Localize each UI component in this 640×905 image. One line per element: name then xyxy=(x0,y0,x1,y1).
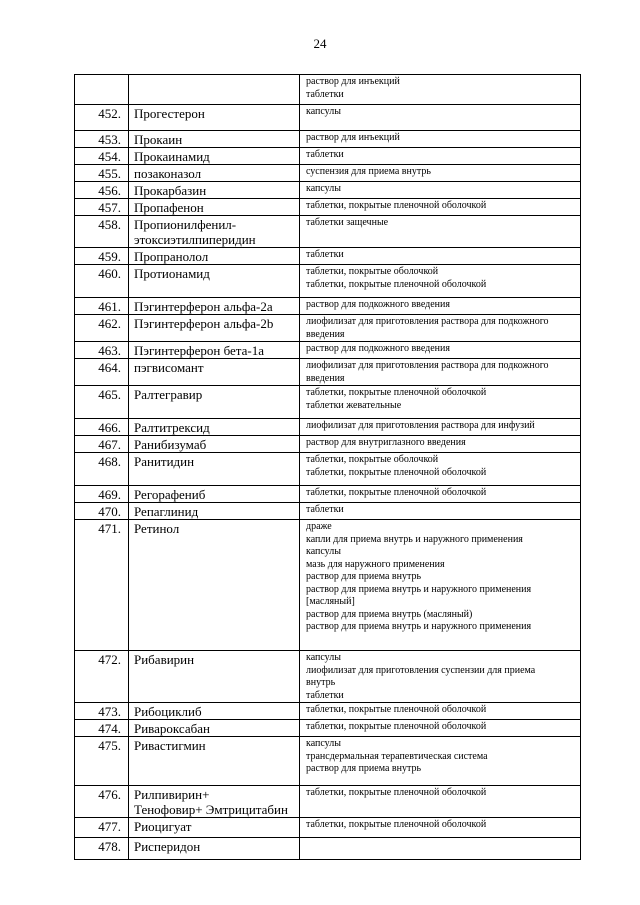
dosage-form-line: таблетки, покрытые пленочной оболочкой xyxy=(306,487,487,498)
dosage-forms xyxy=(300,315,581,342)
table-row xyxy=(75,248,581,265)
row-number: 461. xyxy=(75,298,129,315)
dosage-forms xyxy=(300,148,581,165)
dosage-form-line: капсулы xyxy=(306,106,341,117)
drug-name-line: Пропранолол xyxy=(134,249,209,264)
dosage-form-line: таблетки, покрытые пленочной оболочкой xyxy=(306,466,487,478)
dosage-forms xyxy=(300,453,581,486)
dosage-forms xyxy=(300,199,581,216)
dosage-forms xyxy=(300,342,581,359)
dosage-form-line: таблетки, покрытые пленочной оболочкой xyxy=(306,200,487,211)
drug-name xyxy=(129,298,300,315)
dosage-form-line: таблетки, покрытые пленочной оболочкой xyxy=(306,721,487,732)
dosage-forms xyxy=(300,131,581,148)
page-number: 24 xyxy=(313,36,327,51)
drug-name xyxy=(129,651,300,703)
dosage-form-line: таблетки xyxy=(306,88,344,100)
table-row xyxy=(75,419,581,436)
drug-name xyxy=(129,720,300,737)
drug-name-line: Репаглинид xyxy=(134,504,199,519)
dosage-form-line: капсулы xyxy=(306,183,341,194)
table-row xyxy=(75,786,581,818)
row-number: 456. xyxy=(75,182,129,199)
row-number: 467. xyxy=(75,436,129,453)
drug-name xyxy=(129,737,300,786)
drug-name xyxy=(129,342,300,359)
row-number: 459. xyxy=(75,248,129,265)
drug-name xyxy=(129,75,300,105)
drug-name-line: Риоцигуат xyxy=(134,819,192,834)
drug-name xyxy=(129,216,300,248)
dosage-form-line: капсулы xyxy=(306,652,341,663)
row-number: 453. xyxy=(75,131,129,148)
dosage-form-line: введения xyxy=(306,328,345,340)
table-row xyxy=(75,838,581,860)
drug-name-line: Рибоциклиб xyxy=(134,704,202,719)
dosage-form-line: раствор для приема внутрь и наружного применения xyxy=(306,583,532,595)
dosage-form-line: раствор для подкожного введения xyxy=(306,299,450,310)
drug-name xyxy=(129,453,300,486)
drug-name xyxy=(129,486,300,503)
drug-name xyxy=(129,148,300,165)
table-row xyxy=(75,216,581,248)
dosage-forms xyxy=(300,737,581,786)
dosage-form-line: введения xyxy=(306,372,345,384)
row-number: 457. xyxy=(75,199,129,216)
drug-name-line: Ралтитрексид xyxy=(134,420,210,435)
drug-name-line: Протионамид xyxy=(134,266,210,281)
drug-name xyxy=(129,315,300,342)
drug-table xyxy=(74,74,581,860)
dosage-form-line: лиофилизат для приготовления раствора для подкожного xyxy=(306,316,549,327)
drug-name xyxy=(129,503,300,520)
dosage-forms xyxy=(300,298,581,315)
drug-name-line: Рилпивирин+ xyxy=(134,787,210,802)
dosage-form-line: раствор для внутриглазного введения xyxy=(306,437,466,448)
dosage-form-line: раствор для подкожного введения xyxy=(306,343,450,354)
table-row xyxy=(75,131,581,148)
drug-name xyxy=(129,436,300,453)
dosage-forms xyxy=(300,838,581,860)
row-number: 468. xyxy=(75,453,129,486)
table-row xyxy=(75,105,581,131)
dosage-forms xyxy=(300,182,581,199)
table-row xyxy=(75,165,581,182)
dosage-form-line: раствор для приема внутрь xyxy=(306,571,422,582)
dosage-form-line: раствор для приема внутрь и наружного применения xyxy=(306,621,532,632)
drug-name-line: позаконазол xyxy=(134,166,202,181)
drug-name-line: Регорафениб xyxy=(134,487,206,502)
drug-name xyxy=(129,131,300,148)
row-number: 477. xyxy=(75,818,129,838)
drug-name-line: Рисперидон xyxy=(134,839,201,854)
dosage-forms xyxy=(300,419,581,436)
row-number: 476. xyxy=(75,786,129,818)
dosage-form-line: таблетки жевательные xyxy=(306,399,402,411)
drug-name xyxy=(129,520,300,651)
row-number: 454. xyxy=(75,148,129,165)
dosage-form-line: таблетки, покрытые пленочной оболочкой xyxy=(306,387,487,398)
dosage-form-line: лиофилизат для приготовления раствора для инфузий xyxy=(306,420,535,431)
dosage-form-line: суспензия для приема внутрь xyxy=(306,166,431,177)
table-row xyxy=(75,199,581,216)
dosage-form-line: [масляный] xyxy=(306,596,355,607)
row-number: 469. xyxy=(75,486,129,503)
dosage-form-line: таблетки защечные xyxy=(306,217,389,228)
row-number: 458. xyxy=(75,216,129,248)
dosage-form-line: раствор для инъекций xyxy=(306,132,400,143)
dosage-forms xyxy=(300,786,581,818)
drug-name xyxy=(129,182,300,199)
drug-name xyxy=(129,199,300,216)
table-row xyxy=(75,75,581,105)
drug-name xyxy=(129,105,300,131)
dosage-form-line: раствор для приема внутрь xyxy=(306,763,422,774)
drug-name xyxy=(129,248,300,265)
dosage-form-line: таблетки xyxy=(306,249,344,260)
table-row xyxy=(75,148,581,165)
drug-name-line: Рибавирин xyxy=(134,652,195,667)
drug-name xyxy=(129,786,300,818)
table-row xyxy=(75,453,581,486)
drug-name xyxy=(129,419,300,436)
dosage-form-line: лиофилизат для приготовления суспензии для приема xyxy=(306,664,536,676)
drug-name-line: Прокарбазин xyxy=(134,183,207,198)
table-row xyxy=(75,359,581,386)
dosage-form-line: таблетки xyxy=(306,504,344,515)
row-number: 464. xyxy=(75,359,129,386)
dosage-form-line: мазь для наружного применения xyxy=(306,558,445,570)
table-row xyxy=(75,651,581,703)
dosage-forms xyxy=(300,720,581,737)
dosage-form-line: таблетки, покрытые пленочной оболочкой xyxy=(306,787,487,798)
dosage-forms xyxy=(300,436,581,453)
drug-name-line: Ралтегравир xyxy=(134,387,203,402)
table-row xyxy=(75,720,581,737)
row-number: 470. xyxy=(75,503,129,520)
dosage-forms xyxy=(300,359,581,386)
dosage-forms xyxy=(300,216,581,248)
drug-name-line: Ранибизумаб xyxy=(134,437,207,452)
drug-name-line: Прокаинамид xyxy=(134,149,210,164)
table-row xyxy=(75,298,581,315)
dosage-form-line: таблетки xyxy=(306,689,344,701)
row-number: 478. xyxy=(75,838,129,860)
dosage-form-line: раствор для приема внутрь (масляный) xyxy=(306,608,473,620)
dosage-forms xyxy=(300,105,581,131)
row-number: 462. xyxy=(75,315,129,342)
row-number: 452. xyxy=(75,105,129,131)
table-row xyxy=(75,315,581,342)
drug-name-line: Ривароксабан xyxy=(134,721,210,736)
dosage-forms xyxy=(300,165,581,182)
dosage-form-line: драже xyxy=(306,521,332,532)
drug-name xyxy=(129,359,300,386)
dosage-form-line: лиофилизат для приготовления раствора для подкожного xyxy=(306,360,549,371)
drug-name-line: Тенофовир+ Эмтрицитабин xyxy=(134,802,288,817)
drug-name-line: Прокаин xyxy=(134,132,183,147)
row-number xyxy=(75,75,129,105)
dosage-forms xyxy=(300,818,581,838)
dosage-forms xyxy=(300,486,581,503)
table-row xyxy=(75,386,581,419)
drug-name xyxy=(129,165,300,182)
dosage-forms xyxy=(300,703,581,720)
row-number: 471. xyxy=(75,520,129,651)
drug-name-line: Прогестерон xyxy=(134,106,205,121)
drug-name-line: Пропионилфенил- xyxy=(134,217,237,232)
dosage-form-line: таблетки, покрытые оболочкой xyxy=(306,454,439,465)
dosage-form-line: таблетки xyxy=(306,149,344,160)
dosage-form-line: таблетки, покрытые оболочкой xyxy=(306,266,439,277)
table-row xyxy=(75,265,581,298)
table-row xyxy=(75,342,581,359)
table-row xyxy=(75,503,581,520)
dosage-forms xyxy=(300,503,581,520)
drug-name xyxy=(129,265,300,298)
dosage-form-line: внутрь xyxy=(306,677,336,688)
row-number: 463. xyxy=(75,342,129,359)
dosage-forms xyxy=(300,75,581,105)
dosage-form-line: капли для приема внутрь и наружного применения xyxy=(306,533,523,545)
table-row xyxy=(75,703,581,720)
table-row xyxy=(75,436,581,453)
dosage-forms xyxy=(300,651,581,703)
dosage-forms xyxy=(300,265,581,298)
drug-name-line: этоксиэтилпиперидин xyxy=(134,232,256,247)
dosage-forms xyxy=(300,248,581,265)
dosage-form-line: капсулы xyxy=(306,546,341,557)
table-row xyxy=(75,737,581,786)
dosage-form-line: трансдермальная терапевтическая система xyxy=(306,750,488,762)
drug-name xyxy=(129,818,300,838)
row-number: 460. xyxy=(75,265,129,298)
drug-name xyxy=(129,838,300,860)
row-number: 473. xyxy=(75,703,129,720)
drug-name-line: Ривастигмин xyxy=(134,738,206,753)
drug-name-line: Пропафенон xyxy=(134,200,204,215)
dosage-forms xyxy=(300,386,581,419)
row-number: 472. xyxy=(75,651,129,703)
drug-name xyxy=(129,703,300,720)
dosage-forms xyxy=(300,520,581,651)
drug-name-line: Пэгинтерферон альфа-2а xyxy=(134,299,273,314)
drug-name-line: Ранитидин xyxy=(134,454,195,469)
table-row xyxy=(75,520,581,651)
row-number: 466. xyxy=(75,419,129,436)
dosage-form-line: таблетки, покрытые пленочной оболочкой xyxy=(306,819,487,830)
dosage-form-line: таблетки, покрытые пленочной оболочкой xyxy=(306,704,487,715)
dosage-form-line: таблетки, покрытые пленочной оболочкой xyxy=(306,278,487,290)
row-number: 474. xyxy=(75,720,129,737)
dosage-form-line: капсулы xyxy=(306,738,341,749)
drug-name-line: Пэгинтерферон бета-1а xyxy=(134,343,264,358)
drug-name-line: пэгвисомант xyxy=(134,360,204,375)
table-row xyxy=(75,486,581,503)
row-number: 475. xyxy=(75,737,129,786)
row-number: 465. xyxy=(75,386,129,419)
table-row xyxy=(75,818,581,838)
drug-name xyxy=(129,386,300,419)
table-row xyxy=(75,182,581,199)
drug-name-line: Ретинол xyxy=(134,521,180,536)
drug-name-line: Пэгинтерферон альфа-2b xyxy=(134,316,274,331)
drug-table-body xyxy=(75,75,581,860)
dosage-form-line: раствор для инъекций xyxy=(306,76,400,87)
row-number: 455. xyxy=(75,165,129,182)
